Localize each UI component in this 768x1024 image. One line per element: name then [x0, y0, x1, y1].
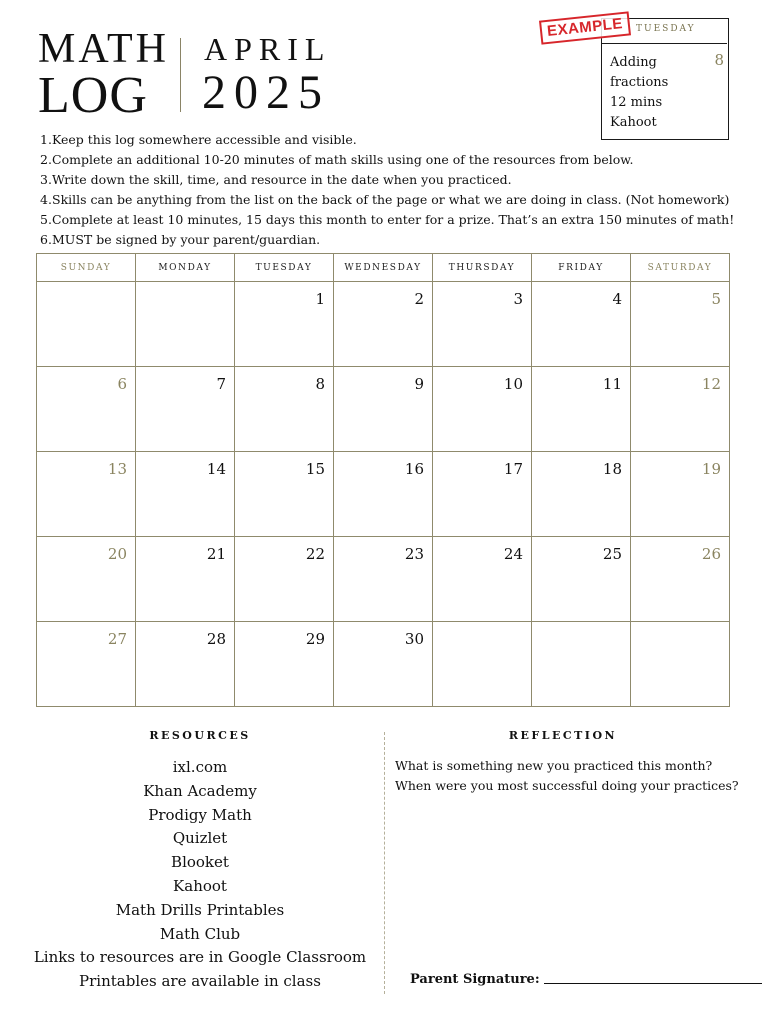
signature-label: Parent Signature: [410, 972, 540, 987]
resource-item: ixl.com [172, 758, 228, 776]
instruction-number: 2. [40, 152, 52, 167]
calendar-day-cell [37, 282, 136, 367]
day-header-friday: FRIDAY [532, 254, 631, 282]
resources-list [30, 756, 370, 994]
calendar-day-cell: 21 [136, 537, 235, 622]
instruction-item [40, 230, 740, 250]
instruction-number: 3. [40, 172, 52, 187]
instruction-number: 4. [40, 192, 52, 207]
resource-item: Links to resources are in Google Classroom [33, 948, 367, 967]
resource-item: Khan Academy [143, 781, 257, 800]
example-line: fractions [610, 75, 669, 90]
instruction-item [40, 130, 740, 150]
instructions-list [40, 130, 740, 250]
title-year: 2025 [202, 66, 330, 119]
title-log: LOG [38, 67, 148, 124]
calendar-day-cell: 19 [631, 452, 730, 537]
calendar-day-cell: 1 [235, 282, 334, 367]
title-month: APRIL [204, 31, 332, 67]
calendar-day-cell [532, 622, 631, 707]
calendar-day-cell: 30 [334, 622, 433, 707]
example-line: Kahoot [610, 115, 657, 130]
calendar-week-row [37, 367, 730, 452]
calendar-day-cell: 20 [37, 537, 136, 622]
reflection-questions [395, 756, 755, 796]
day-header-saturday: SATURDAY [631, 254, 730, 282]
instruction-text: MUST be signed by your parent/guardian. [52, 232, 321, 247]
example-day-label: TUESDAY [636, 24, 696, 34]
calendar-day-cell: 4 [532, 282, 631, 367]
instruction-item [40, 170, 740, 190]
example-date: 8 [714, 51, 724, 69]
resource-item: Prodigy Math [148, 805, 252, 824]
day-header-monday: MONDAY [136, 254, 235, 282]
instruction-text: Keep this log somewhere accessible and visible. [52, 132, 357, 147]
calendar-day-cell: 9 [334, 367, 433, 452]
instruction-text: Write down the skill, time, and resource in the date when you practiced. [52, 172, 512, 187]
resource-item: Math Club [159, 924, 241, 943]
day-header-tuesday: TUESDAY [235, 254, 334, 282]
calendar-day-cell: 12 [631, 367, 730, 452]
day-header-sunday: SUNDAY [37, 254, 136, 282]
calendar-day-cell: 5 [631, 282, 730, 367]
calendar-day-cell: 15 [235, 452, 334, 537]
calendar-day-cell: 13 [37, 452, 136, 537]
example-line: 12 mins [610, 95, 663, 110]
example-line: Adding [610, 55, 657, 70]
calendar-day-cell: 8 [235, 367, 334, 452]
signature-line[interactable] [544, 983, 762, 984]
calendar-day-cell [433, 622, 532, 707]
calendar-day-cell: 6 [37, 367, 136, 452]
calendar-day-cell: 10 [433, 367, 532, 452]
calendar-day-cell: 14 [136, 452, 235, 537]
calendar-day-cell: 17 [433, 452, 532, 537]
calendar-day-cell [631, 622, 730, 707]
calendar-day-cell: 3 [433, 282, 532, 367]
resource-item: Blooket [171, 853, 229, 872]
instruction-item [40, 150, 740, 170]
day-header-thursday: THURSDAY [433, 254, 532, 282]
calendar-week-row [37, 622, 730, 707]
calendar-day-cell: 7 [136, 367, 235, 452]
calendar-day-cell: 25 [532, 537, 631, 622]
reflection-question: What is something new you practiced this month? [395, 758, 713, 773]
calendar-day-cell: 23 [334, 537, 433, 622]
instruction-text: Complete an additional 10-20 minutes of math skills using one of the resources from below. [52, 152, 634, 167]
calendar-week-row [37, 282, 730, 367]
calendar-day-cell: 11 [532, 367, 631, 452]
calendar-week-row [37, 537, 730, 622]
instruction-number: 1. [40, 132, 52, 147]
page-title [38, 26, 358, 124]
instruction-text: Complete at least 10 minutes, 15 days this month to enter for a prize. That’s an extra 150 minutes of math! [52, 212, 735, 227]
calendar-day-cell: 22 [235, 537, 334, 622]
resource-item: Quizlet [172, 829, 228, 848]
example-stamp: EXAMPLE [539, 11, 631, 44]
resource-item: Math Drills Printables [115, 900, 285, 919]
calendar-day-cell: 26 [631, 537, 730, 622]
calendar-header-row [37, 254, 730, 282]
parent-signature [410, 972, 762, 987]
calendar-day-cell: 2 [334, 282, 433, 367]
calendar-day-cell [136, 282, 235, 367]
calendar-grid [36, 253, 730, 707]
title-math: MATH [38, 26, 170, 72]
calendar-day-cell: 28 [136, 622, 235, 707]
resource-item: Printables are available in class [79, 972, 321, 991]
instruction-number: 6. [40, 232, 52, 247]
instruction-item [40, 190, 740, 210]
title-separator [180, 38, 181, 112]
example-entry [610, 53, 668, 133]
reflection-question: When were you most successful doing your practices? [395, 778, 739, 793]
calendar-day-cell: 27 [37, 622, 136, 707]
instruction-item [40, 210, 740, 230]
calendar-day-cell: 16 [334, 452, 433, 537]
calendar-day-cell: 18 [532, 452, 631, 537]
calendar-week-row [37, 452, 730, 537]
day-header-wednesday: WEDNESDAY [334, 254, 433, 282]
section-divider [384, 732, 385, 994]
calendar-day-cell: 24 [433, 537, 532, 622]
instruction-text: Skills can be anything from the list on the back of the page or what we are doing in class. (Not homework) [52, 192, 730, 207]
resource-item: Kahoot [173, 876, 227, 895]
reflection-title: REFLECTION [508, 729, 618, 742]
resources-title: RESOURCES [149, 729, 251, 742]
calendar-day-cell: 29 [235, 622, 334, 707]
instruction-number: 5. [40, 212, 52, 227]
